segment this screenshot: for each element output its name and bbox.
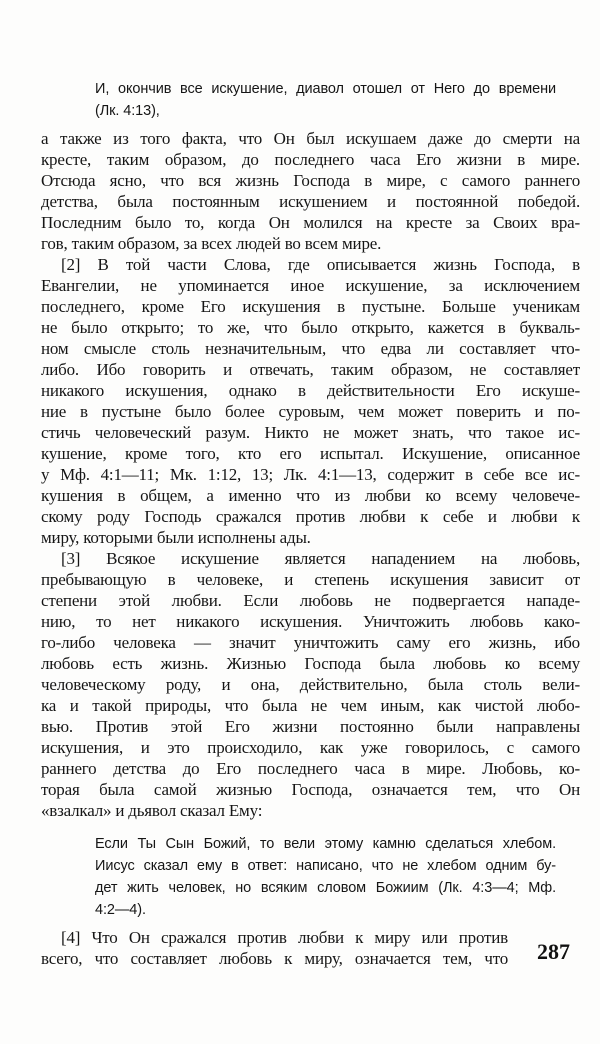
page-number: 287: [537, 939, 570, 964]
text-line: человеческому роду, и она, действительно, была столь вели-: [41, 675, 580, 694]
text-line: ние в пустыне было более суровым, чем может поверить и по-: [41, 402, 580, 421]
text-line: Если Ты Сын Божий, то вели этому камню сделаться хлебом.: [95, 836, 556, 852]
text-line: миру, которыми были исполнены ады.: [41, 528, 311, 547]
text-line: скому роду Господь сражался против любви к себе и любви к: [41, 507, 580, 526]
text-line: Иисус сказал ему в ответ: написано, что не хлебом одним бу-: [95, 858, 556, 874]
text-line: гов, таким образом, за всех людей во всем мире.: [41, 234, 382, 253]
text-line: [4] Что Он сражался против любви к миру или против: [61, 928, 508, 947]
text-line: Отсюда ясно, что вся жизнь Господа в мире, с самого раннего: [41, 171, 580, 190]
scripture-quote: [95, 78, 556, 122]
text-line: любовь есть жизнь. Жизнью Господа была любовь ко всему: [41, 654, 580, 673]
text-line: торая была самой жизнью Господа, означается тем, что Он: [41, 780, 580, 799]
text-line: искушения, и это происходило, как уже говорилось, с самого: [41, 738, 580, 757]
text-line: детства, была постоянным искушением и постоянной победой.: [41, 192, 580, 211]
text-line: кресте, таким образом, до последнего часа Его жизни в мире.: [41, 150, 580, 169]
text-line: а также из того факта, что Он был искушаем даже до смерти на: [41, 129, 580, 148]
text-line: Последним было то, когда Он молился на кресте за Своих вра-: [41, 213, 580, 232]
text-line: никакого искушения, однако в действительности Его искуше-: [41, 381, 580, 400]
text-line: го-либо человека — значит уничтожить саму его жизнь, ибо: [41, 633, 580, 652]
text-line: нию, то нет никакого искушения. Уничтожить любовь како-: [41, 612, 580, 631]
text-line: ном смысле столь незначительным, что едва ли составляет что-: [41, 339, 580, 358]
text-column: [41, 66, 580, 969]
text-line: стичь человеческий разум. Никто не может знать, что такое ис-: [41, 423, 580, 442]
text-line: [3] Всякое искушение является нападением на любовь,: [61, 549, 580, 568]
body-paragraph: [41, 254, 580, 548]
text-line: дет жить человек, но всяким словом Божиим (Лк. 4:3—4; Мф.: [95, 880, 556, 896]
text-line: И, окончив все искушение, диавол отошел от Него до времени: [95, 81, 556, 97]
text-line: ка и такой природы, что была не чем иным, как чистой любо-: [41, 696, 580, 715]
text-line: не было открыто; то же, что было открыто, кажется в букваль-: [41, 318, 580, 337]
text-line: у Мф. 4:1—11; Мк. 1:12, 13; Лк. 4:1—13, содержит в себе все ис-: [41, 465, 580, 484]
text-line: пребывающую в человеке, и степень искушения зависит от: [41, 570, 580, 589]
body-paragraph: [41, 548, 580, 821]
text-line: «взалкал» и дьявол сказал Ему:: [41, 801, 263, 820]
text-line: раннего детства до Его последнего часа в мире. Любовь, ко-: [41, 759, 580, 778]
text-line: степени этой любви. Если любовь не подвергается нападе-: [41, 591, 580, 610]
text-line: 4:2—4).: [95, 902, 146, 918]
text-line: (Лк. 4:13),: [95, 103, 160, 119]
text-line: вью. Против этой Его жизни постоянно были направлены: [41, 717, 580, 736]
scripture-quote: [95, 833, 556, 921]
text-line: кушения в общем, а именно что из любви ко всему человече-: [41, 486, 580, 505]
text-line: последнего, кроме Его искушения в пустыне. Больше ученикам: [41, 297, 580, 316]
text-line: всего, что составляет любовь к миру, означается тем, что: [41, 949, 508, 968]
text-line: [2] В той части Слова, где описывается жизнь Господа, в: [61, 255, 580, 274]
text-line: Евангелии, не упоминается иное искушение, за исключением: [41, 276, 580, 295]
text-line: либо. Ибо говорить и отвечать, таким образом, не составляет: [41, 360, 580, 379]
body-paragraph: [41, 927, 508, 969]
text-line: кушение, кроме того, кто его испытал. Искушение, описанное: [41, 444, 580, 463]
body-paragraph: [41, 128, 580, 254]
